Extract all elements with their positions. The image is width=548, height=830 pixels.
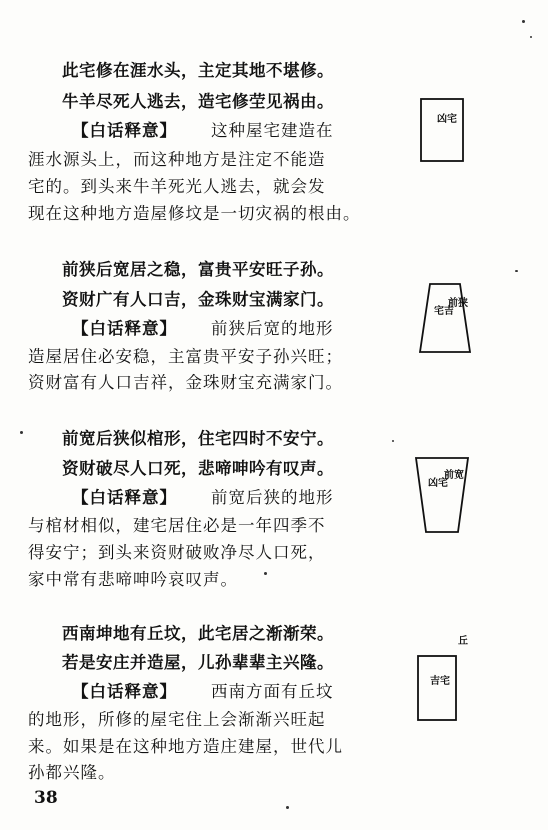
scan-speck — [522, 20, 525, 23]
explanation-text: 前狭后宽的地形 — [211, 319, 334, 338]
plot-outline — [420, 284, 470, 352]
explanation-line: 得安宁；到头来资财破败净尽人口死， — [28, 543, 326, 562]
mound-label: 丘 — [458, 636, 468, 647]
house-diagram-3 — [414, 456, 470, 534]
house-diagram-4 — [414, 632, 470, 724]
plot-outline — [421, 99, 463, 161]
explanation-label: 【白话释意】 — [72, 682, 177, 701]
explanation-first-line — [72, 120, 334, 142]
plot-outline — [418, 656, 456, 720]
diagram-label: 凶宅 — [437, 114, 457, 125]
explanation-first-line — [72, 681, 334, 703]
verse-line: 西南坤地有丘坟，此宅居之渐渐荣。 — [62, 624, 334, 643]
explanation-line: 的地形，所修的屋宅住上会渐渐兴旺起 — [28, 710, 326, 729]
house-diagram-1 — [420, 98, 464, 162]
explanation-line: 造屋居住必安稳，主富贵平安子孙兴旺； — [28, 347, 343, 366]
explanation-text: 这种屋宅建造在 — [211, 121, 334, 140]
explanation-line: 孙都兴隆。 — [28, 763, 116, 782]
verse-line: 若是安庄并造屋，儿孙辈辈主兴隆。 — [62, 653, 334, 672]
scan-speck — [530, 36, 532, 38]
scan-speck — [286, 806, 289, 809]
explanation-label: 【白话释意】 — [72, 121, 177, 140]
explanation-line: 资财富有人口吉祥，金珠财宝充满家门。 — [28, 373, 343, 392]
explanation-line: 现在这种地方造屋修坟是一切灾祸的根由。 — [28, 204, 361, 223]
explanation-label: 【白话释意】 — [72, 488, 177, 507]
explanation-text: 西南方面有丘坟 — [211, 682, 334, 701]
explanation-line: 与棺材相似，建宅居住必是一年四季不 — [28, 516, 326, 535]
diagram-label: 前狭 — [448, 298, 468, 309]
verse-line: 牛羊尽死人逃去，造宅修茔见祸由。 — [62, 92, 334, 111]
explanation-line: 来。如果是在这种地方造庄建屋，世代儿 — [28, 737, 343, 756]
explanation-first-line — [72, 487, 334, 509]
page-number: 38 — [34, 788, 58, 808]
explanation-line: 家中常有悲啼呻吟哀叹声。 — [28, 570, 238, 589]
scan-speck — [392, 440, 394, 442]
explanation-first-line — [72, 318, 334, 340]
diagram-label: 凶宅 — [428, 478, 448, 489]
explanation-line: 宅的。到头来牛羊死光人逃去，就会发 — [28, 177, 326, 196]
house-diagram-2 — [418, 282, 472, 354]
scan-speck — [264, 572, 267, 575]
verse-line: 资财广有人口吉，金珠财宝满家门。 — [62, 290, 334, 309]
diagram-label: 宅吉 — [434, 306, 454, 317]
verse-line: 资财破尽人口死，悲啼呻吟有叹声。 — [62, 459, 334, 478]
verse-line: 前宽后狭似棺形，住宅四时不安宁。 — [62, 429, 334, 448]
explanation-label: 【白话释意】 — [72, 319, 177, 338]
explanation-line: 涯水源头上，而这种地方是注定不能造 — [28, 150, 326, 169]
diagram-label: 前宽 — [444, 470, 464, 481]
scan-speck — [20, 431, 23, 434]
scan-speck — [515, 270, 518, 272]
verse-line: 此宅修在涯水头，主定其地不堪修。 — [62, 61, 334, 80]
explanation-text: 前宽后狭的地形 — [211, 488, 334, 507]
diagram-label: 吉宅 — [430, 676, 450, 687]
verse-line: 前狭后宽居之稳，富贵平安旺子孙。 — [62, 260, 334, 279]
